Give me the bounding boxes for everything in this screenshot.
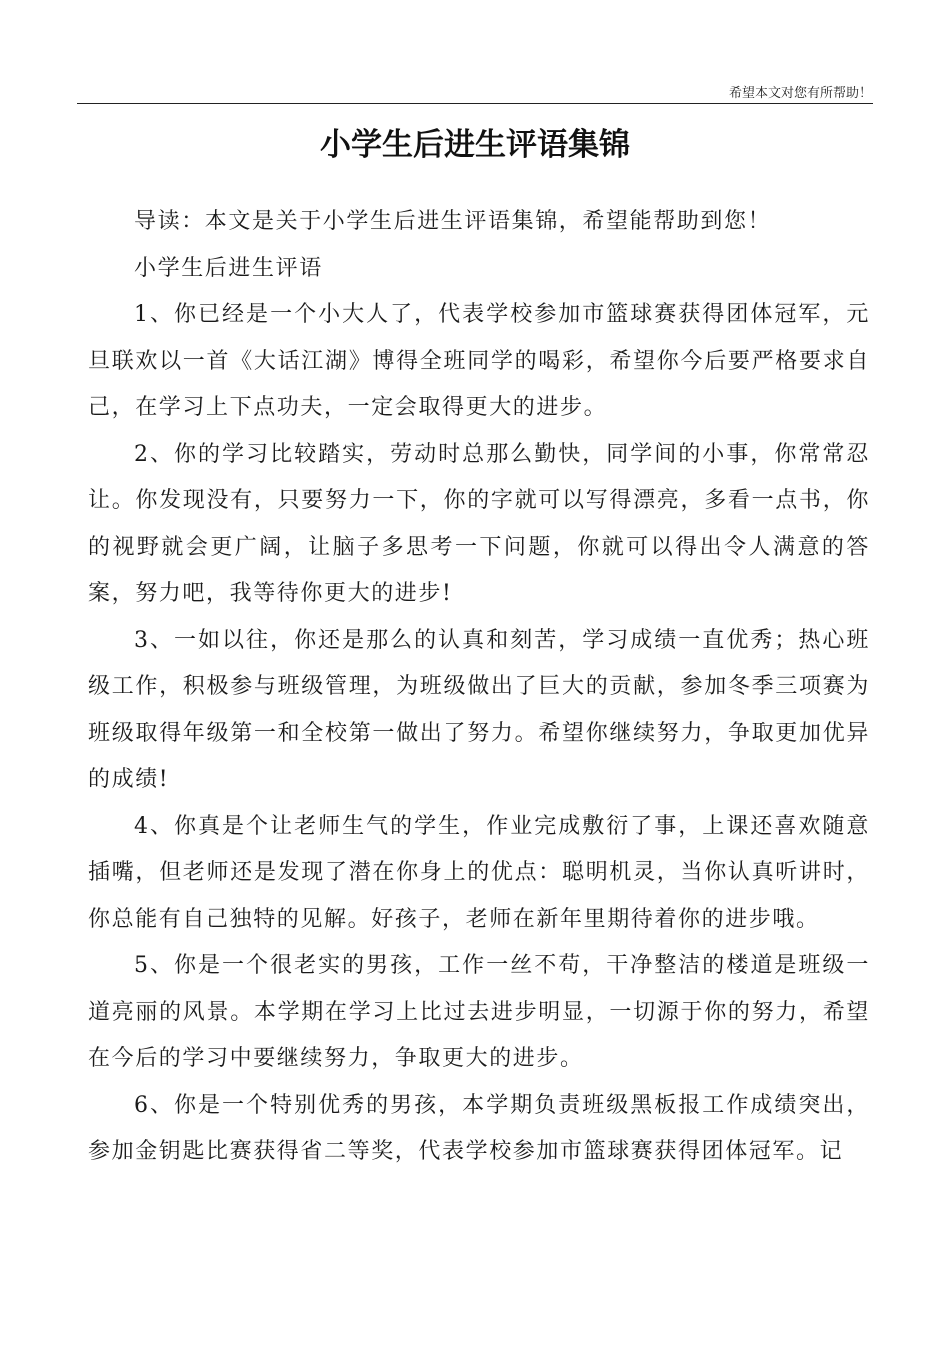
comment-paragraph-1: 1、你已经是一个小大人了，代表学校参加市篮球赛获得团体冠军，元旦联欢以一首《大话江湖》博得全班同学的喝彩，希望你今后要严格要求自己，在学习上下点功夫，一定会取得更大的进步。 [88, 302, 870, 420]
document-body [88, 199, 870, 1176]
document-title: 小学生后进生评语集锦 [320, 127, 630, 163]
header-divider [77, 103, 873, 104]
comment-paragraph-4: 4、你真是个让老师生气的学生，作业完成敷衍了事，上课还喜欢随意插嘴，但老师还是发现了潜在你身上的优点：聪明机灵，当你认真听讲时，你总能有自己独特的见解。好孩子，老师在新年里期待着你的进步哦。 [88, 813, 870, 932]
comment-paragraph-6: 6、你是一个特别优秀的男孩，本学期负责班级黑板报工作成绩突出，参加金钥匙比赛获得省二等奖，代表学校参加市篮球赛获得团体冠军。记 [88, 1092, 870, 1164]
intro-paragraph: 导读：本文是关于小学生后进生评语集锦，希望能帮助到您！ [134, 209, 772, 234]
comment-paragraph-5: 5、你是一个很老实的男孩，工作一丝不苟，干净整洁的楼道是班级一道亮丽的风景。本学期在学习上比过去进步明显，一切源于你的努力，希望在今后的学习中要继续努力，争取更大的进步。 [88, 953, 870, 1071]
header-note: 希望本文对您有所帮助！ [728, 86, 872, 101]
comment-paragraph-3: 3、一如以往，你还是那么的认真和刻苦，学习成绩一直优秀；热心班级工作，积极参与班级管理，为班级做出了巨大的贡献，参加冬季三项赛为班级取得年级第一和全校第一做出了努力。希望你继续努力，争取更加优异的成绩! [88, 627, 870, 792]
comment-paragraph-2: 2、你的学习比较踏实，劳动时总那么勤快，同学间的小事，你常常忍让。你发现没有，只要努力一下，你的字就可以写得漂亮，多看一点书，你的视野就会更广阔，让脑子多思考一下问题，你就可以得出令人满意的答案，努力吧，我等待你更大的进步! [88, 441, 870, 606]
section-heading: 小学生后进生评语 [134, 255, 323, 281]
